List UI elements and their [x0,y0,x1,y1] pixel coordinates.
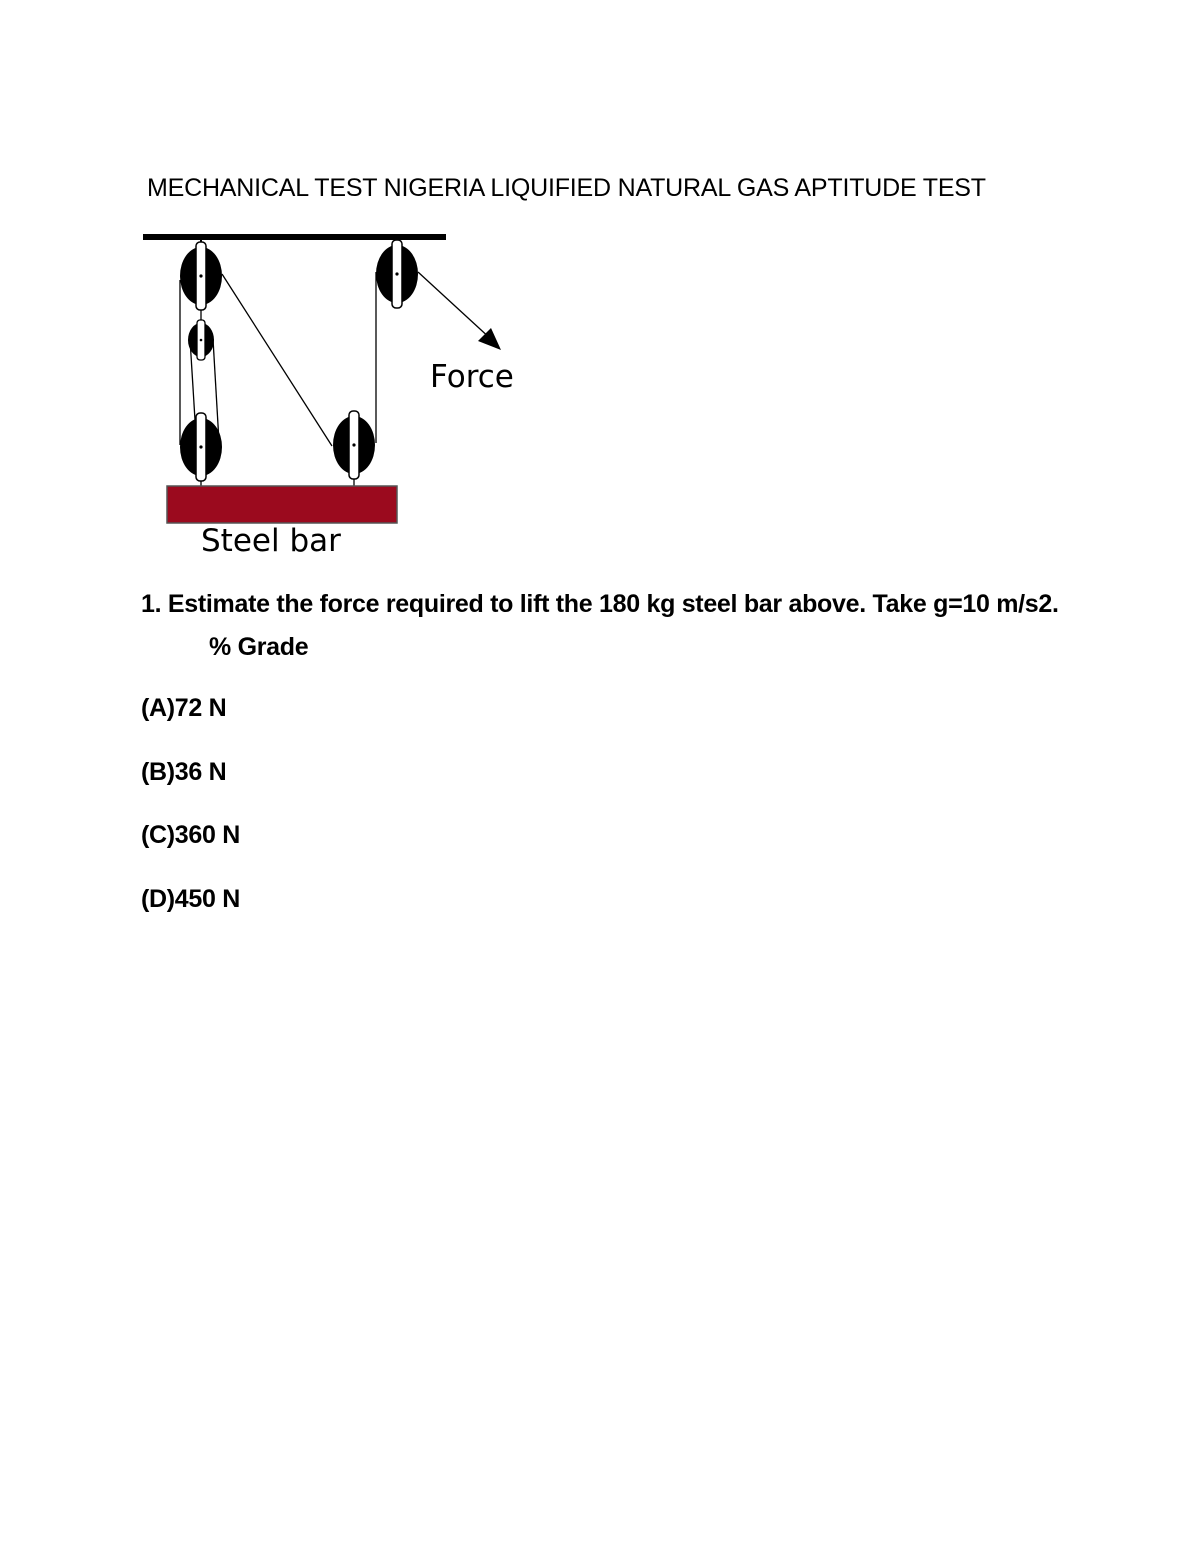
steel-bar-label: Steel bar [201,523,341,559]
pulley-bottom-left-icon [180,413,222,481]
option-a[interactable]: (A)72 N [141,694,227,722]
option-c[interactable]: (C)360 N [141,821,241,849]
pulley-top-left-icon [180,242,222,310]
grade-label: % Grade [209,633,309,661]
option-d[interactable]: (D)450 N [141,884,241,913]
force-arrow-icon [478,328,501,350]
answer-options [141,688,240,942]
question-text: 1. Estimate the force required to lift the 180 kg steel bar above. Take g=10 m/s2. [141,590,1059,618]
force-label: Force [430,359,514,395]
option-b[interactable]: (B)36 N [141,757,227,786]
question [141,583,1101,669]
page-title: MECHANICAL TEST NIGERIA LIQUIFIED NATURAL GAS APTITUDE TEST [147,174,986,202]
ceiling-beam [143,234,446,240]
pulley-small-icon [188,320,214,360]
steel-bar [167,486,397,523]
pulley-top-right-icon [376,240,418,308]
pulley-diagram [140,228,540,563]
pulley-bottom-right-icon [333,411,375,479]
